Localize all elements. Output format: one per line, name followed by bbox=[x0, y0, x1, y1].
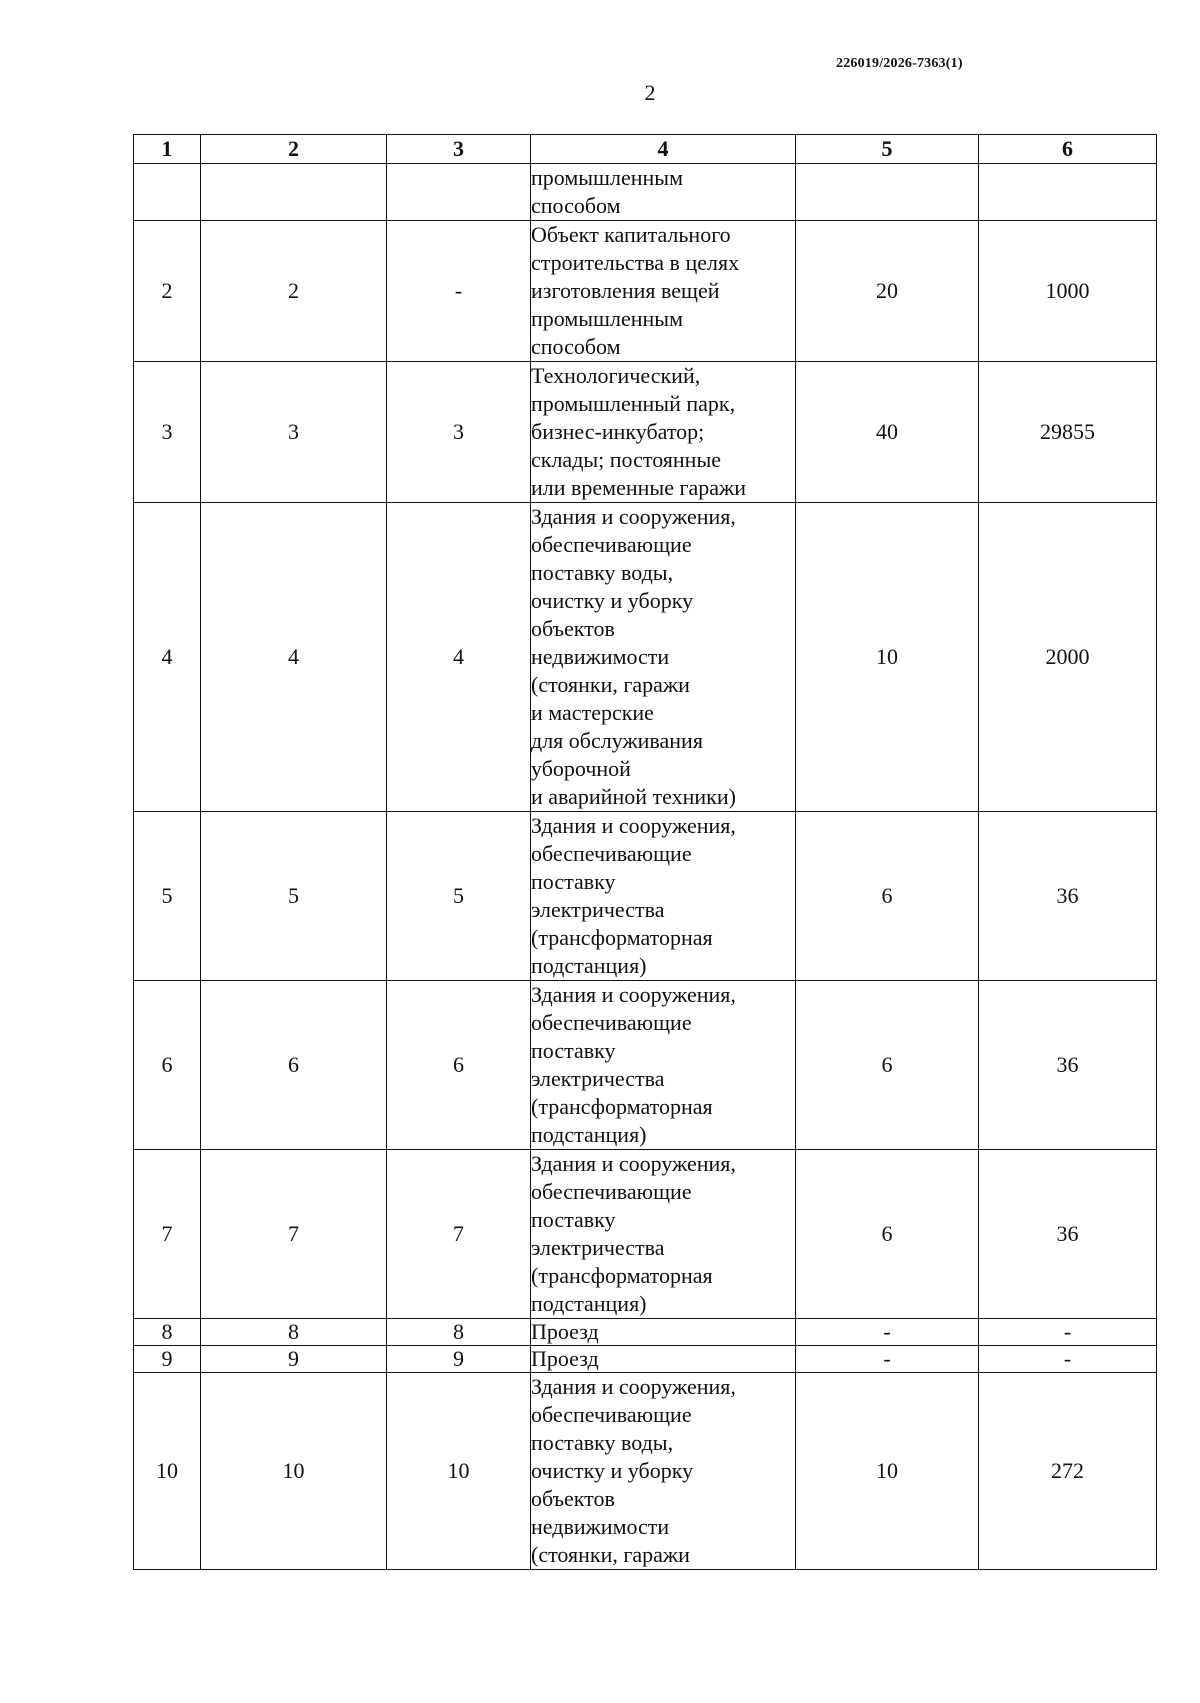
cell-description: Проезд bbox=[531, 1346, 796, 1373]
cell-description: Технологический, промышленный парк, бизнес-инкубатор; склады; постоянные или временные гаражи bbox=[531, 362, 796, 503]
cell-col3: 10 bbox=[387, 1373, 531, 1570]
cell-col2: 6 bbox=[201, 981, 387, 1150]
cell-col6: 1000 bbox=[979, 221, 1157, 362]
table-row bbox=[134, 503, 1157, 812]
column-header: 2 bbox=[201, 135, 387, 164]
cell-description: Здания и сооружения, обеспечивающие поставку электричества (трансформаторная подстанция) bbox=[531, 981, 796, 1150]
cell-col5: 6 bbox=[796, 812, 979, 981]
cell-col2: 3 bbox=[201, 362, 387, 503]
cell-col6: 29855 bbox=[979, 362, 1157, 503]
cell-col1: 2 bbox=[134, 221, 201, 362]
cell-col5: 6 bbox=[796, 1150, 979, 1319]
cell-col5: 20 bbox=[796, 221, 979, 362]
page-number: 2 bbox=[644, 80, 656, 105]
cell-col5: - bbox=[796, 1319, 979, 1346]
cell-col1: 8 bbox=[134, 1319, 201, 1346]
cell-col1: 10 bbox=[134, 1373, 201, 1570]
cell-col1: 7 bbox=[134, 1150, 201, 1319]
cell-col2: 10 bbox=[201, 1373, 387, 1570]
cell-col6: - bbox=[979, 1346, 1157, 1373]
cell-description: Здания и сооружения, обеспечивающие поставку воды, очистку и уборку объектов недвижимости (стоянки, гаражи bbox=[531, 1373, 796, 1570]
cell-col3: 3 bbox=[387, 362, 531, 503]
column-header: 5 bbox=[796, 135, 979, 164]
cell-col2: 9 bbox=[201, 1346, 387, 1373]
column-header: 6 bbox=[979, 135, 1157, 164]
cell-col5: 10 bbox=[796, 503, 979, 812]
column-header: 3 bbox=[387, 135, 531, 164]
document-number: 226019/2026-7363(1) bbox=[836, 56, 963, 71]
cell-col3: 6 bbox=[387, 981, 531, 1150]
cell-description: Объект капитального строительства в целях изготовления вещей промышленным способом bbox=[531, 221, 796, 362]
table-row bbox=[134, 812, 1157, 981]
cell-col2: 7 bbox=[201, 1150, 387, 1319]
cell-col3: 9 bbox=[387, 1346, 531, 1373]
cell-col1: 4 bbox=[134, 503, 201, 812]
cell-col1 bbox=[134, 164, 201, 221]
table-row bbox=[134, 1319, 1157, 1346]
cell-col1: 3 bbox=[134, 362, 201, 503]
cell-col6: 36 bbox=[979, 1150, 1157, 1319]
cell-col5: 40 bbox=[796, 362, 979, 503]
cell-col3: - bbox=[387, 221, 531, 362]
cell-col1: 5 bbox=[134, 812, 201, 981]
cell-description: Проезд bbox=[531, 1319, 796, 1346]
cell-description: Здания и сооружения, обеспечивающие поставку электричества (трансформаторная подстанция) bbox=[531, 1150, 796, 1319]
cell-description: Здания и сооружения, обеспечивающие поставку воды, очистку и уборку объектов недвижимости (стоянки, гаражи и мастерские для обслуживания уборочной и аварийной техники) bbox=[531, 503, 796, 812]
cell-col3: 4 bbox=[387, 503, 531, 812]
table-row bbox=[134, 1373, 1157, 1570]
cell-col1: 9 bbox=[134, 1346, 201, 1373]
cell-col2: 5 bbox=[201, 812, 387, 981]
cell-col5 bbox=[796, 164, 979, 221]
table-row bbox=[134, 362, 1157, 503]
table-row bbox=[134, 1346, 1157, 1373]
table-row bbox=[134, 221, 1157, 362]
column-header: 1 bbox=[134, 135, 201, 164]
cell-col5: 6 bbox=[796, 981, 979, 1150]
table-row bbox=[134, 1150, 1157, 1319]
column-header-row bbox=[134, 135, 1157, 164]
cell-col1: 6 bbox=[134, 981, 201, 1150]
cell-col6: - bbox=[979, 1319, 1157, 1346]
data-table bbox=[133, 134, 1157, 1570]
cell-col6: 36 bbox=[979, 812, 1157, 981]
cell-col5: - bbox=[796, 1346, 979, 1373]
cell-description: промышленным способом bbox=[531, 164, 796, 221]
cell-col2: 8 bbox=[201, 1319, 387, 1346]
column-header: 4 bbox=[531, 135, 796, 164]
table-row bbox=[134, 981, 1157, 1150]
cell-col3 bbox=[387, 164, 531, 221]
table-row bbox=[134, 164, 1157, 221]
cell-description: Здания и сооружения, обеспечивающие поставку электричества (трансформаторная подстанция) bbox=[531, 812, 796, 981]
cell-col5: 10 bbox=[796, 1373, 979, 1570]
cell-col2: 2 bbox=[201, 221, 387, 362]
cell-col6 bbox=[979, 164, 1157, 221]
cell-col2: 4 bbox=[201, 503, 387, 812]
cell-col6: 2000 bbox=[979, 503, 1157, 812]
cell-col3: 5 bbox=[387, 812, 531, 981]
cell-col3: 7 bbox=[387, 1150, 531, 1319]
cell-col3: 8 bbox=[387, 1319, 531, 1346]
cell-col6: 36 bbox=[979, 981, 1157, 1150]
cell-col6: 272 bbox=[979, 1373, 1157, 1570]
cell-col2 bbox=[201, 164, 387, 221]
